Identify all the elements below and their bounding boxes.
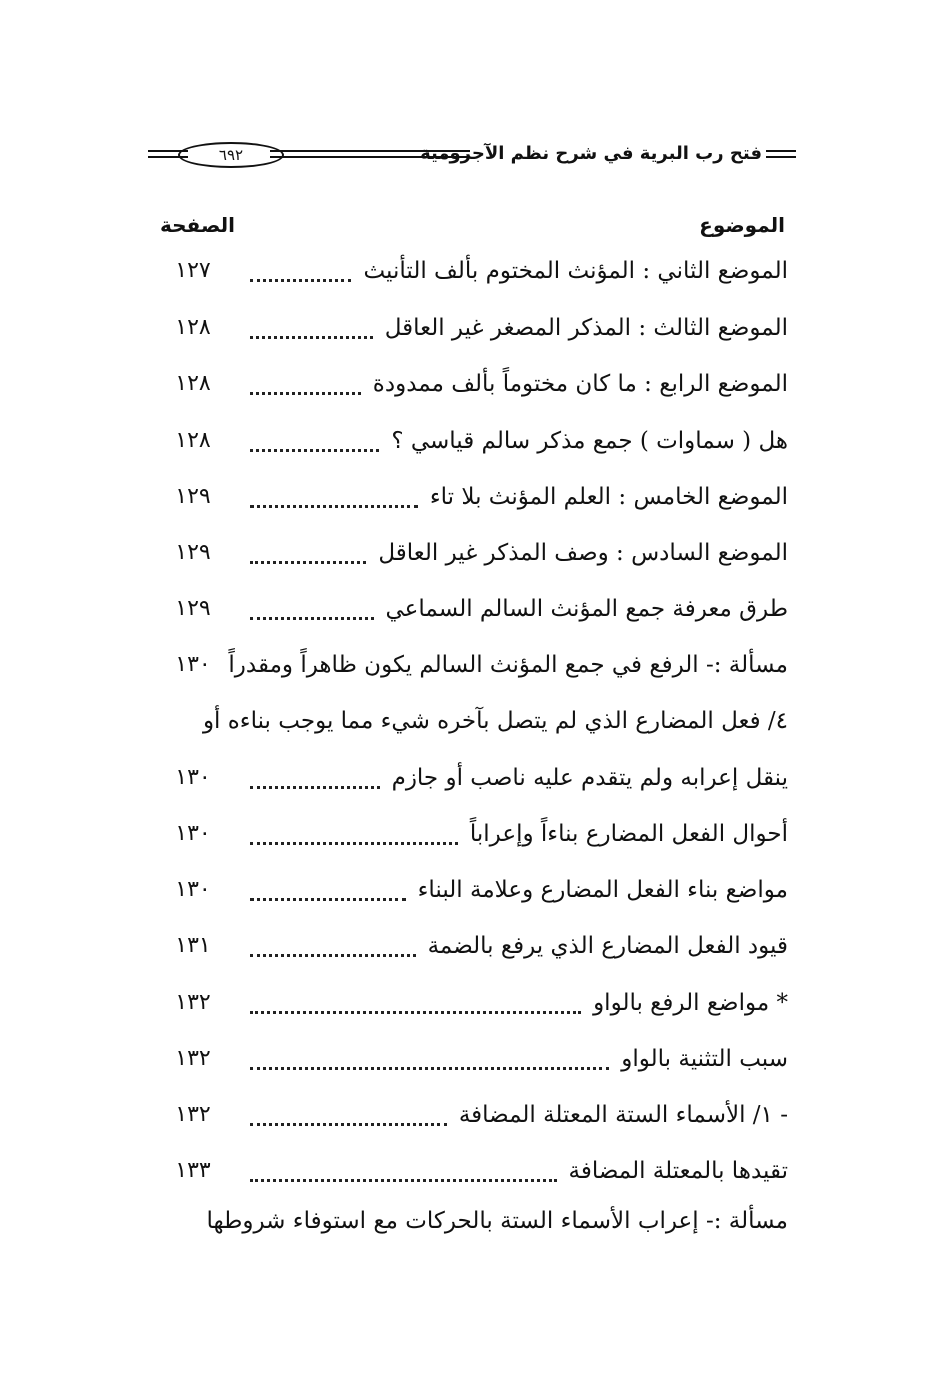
topic-column-heading: الموضوع (699, 213, 785, 237)
toc-entry (150, 700, 788, 742)
dot-leader (250, 617, 374, 620)
toc-entry-title: هل ( سماوات ) جمع مذكر سالم قياسي ؟ (391, 428, 788, 454)
toc-entry (150, 363, 788, 405)
toc-entry (150, 813, 788, 855)
dot-leader (250, 786, 380, 789)
toc-entry (150, 420, 788, 462)
toc-entry-page: ١٣٠ (175, 765, 211, 790)
toc-entry-title: الموضع الرابع : ما كان مختوماً بألف ممدودة (372, 371, 788, 397)
toc-entry-page: ١٢٨ (175, 315, 211, 340)
dot-leader (250, 561, 366, 564)
toc-entry-page: ١٣١ (175, 933, 211, 958)
toc-entry (150, 1150, 788, 1192)
toc-entry (150, 925, 788, 967)
toc-entry (150, 250, 788, 292)
toc-entry-page: ١٣٣ (175, 1158, 211, 1183)
running-title: فتح رب البرية في شرح نظم الآجرومية (420, 143, 762, 164)
toc-entry-title: سبب التثنية بالواو (621, 1046, 788, 1072)
toc-entry-title: - ١/ الأسماء الستة المعتلة المضافة (458, 1102, 788, 1128)
toc-entry-page: ١٣٠ (175, 652, 211, 677)
toc-entry-title: مسألة :- الرفع في جمع المؤنث السالم يكون ظاهراً ومقدراً (228, 652, 788, 678)
dot-leader (250, 954, 416, 957)
page-number: ٦٩٢ (178, 142, 284, 168)
toc-entry-page: ١٢٧ (175, 258, 211, 283)
dot-leader (250, 842, 458, 845)
toc-entry (150, 757, 788, 799)
toc-entry-page: ١٣٠ (175, 821, 211, 846)
toc-entry-title: مواضع بناء الفعل المضارع وعلامة البناء (417, 877, 788, 903)
dot-leader (250, 1067, 609, 1070)
toc-entry-title: * مواضع الرفع بالواو (593, 990, 788, 1016)
toc-entry-page: ١٢٨ (175, 428, 211, 453)
toc-entry-title: الموضع الثالث : المذكر المصغر غير العاقل (384, 315, 788, 341)
toc-entry-title: الموضع الخامس : العلم المؤنث بلا تاء (429, 484, 788, 510)
running-header (148, 140, 796, 176)
toc-entry-page: ١٣٢ (175, 990, 211, 1015)
dot-leader (250, 392, 361, 395)
dot-leader (250, 1179, 557, 1182)
toc-entry-page: ١٣٢ (175, 1046, 211, 1071)
dot-leader (250, 505, 418, 508)
toc-entry (150, 532, 788, 574)
toc-entry-page: ١٢٩ (175, 596, 211, 621)
toc-entry (150, 644, 788, 686)
toc-entry-title: ٤/ فعل المضارع الذي لم يتصل بآخره شيء مما يوجب بناءه أو (202, 708, 788, 734)
dot-leader (250, 1123, 447, 1126)
dot-leader (250, 279, 351, 282)
toc-entry-title: قيود الفعل المضارع الذي يرفع بالضمة (427, 933, 788, 959)
toc-entry (150, 588, 788, 630)
dot-leader (250, 1011, 581, 1014)
toc-entry (150, 307, 788, 349)
toc-entry-page: ١٢٩ (175, 540, 211, 565)
toc-entry-title: تقيدها بالمعتلة المضافة (568, 1158, 788, 1184)
toc-entry (150, 1038, 788, 1080)
toc-entry-title: ينقل إعرابه ولم يتقدم عليه ناصب أو جازم (391, 765, 788, 791)
toc-entry-page: ١٣٠ (175, 877, 211, 902)
toc-entry-title: الموضع السادس : وصف المذكر غير العاقل (378, 540, 788, 566)
toc-entry (150, 476, 788, 518)
toc-entry-page: ١٢٩ (175, 484, 211, 509)
toc-entry-page: ١٣٢ (175, 1102, 211, 1127)
toc-entry-page: ١٢٨ (175, 371, 211, 396)
dot-leader (250, 336, 373, 339)
toc-entry (150, 1094, 788, 1136)
toc-entry (150, 869, 788, 911)
toc-entry-title: أحوال الفعل المضارع بناءاً وإعراباً (469, 821, 788, 847)
toc-entry-title: طرق معرفة جمع المؤنث السالم السماعي (385, 596, 788, 622)
toc-entry (150, 1200, 788, 1242)
dot-leader (250, 898, 406, 901)
toc-entry-title: الموضع الثاني : المؤنث المختوم بألف التأنيث (363, 258, 788, 284)
toc-entry (150, 982, 788, 1024)
page-column-heading: الصفحة (160, 213, 236, 237)
dot-leader (250, 449, 379, 452)
header-rule-right (766, 150, 796, 158)
toc-entry-title: مسألة :- إعراب الأسماء الستة بالحركات مع استوفاء شروطها (206, 1208, 788, 1234)
